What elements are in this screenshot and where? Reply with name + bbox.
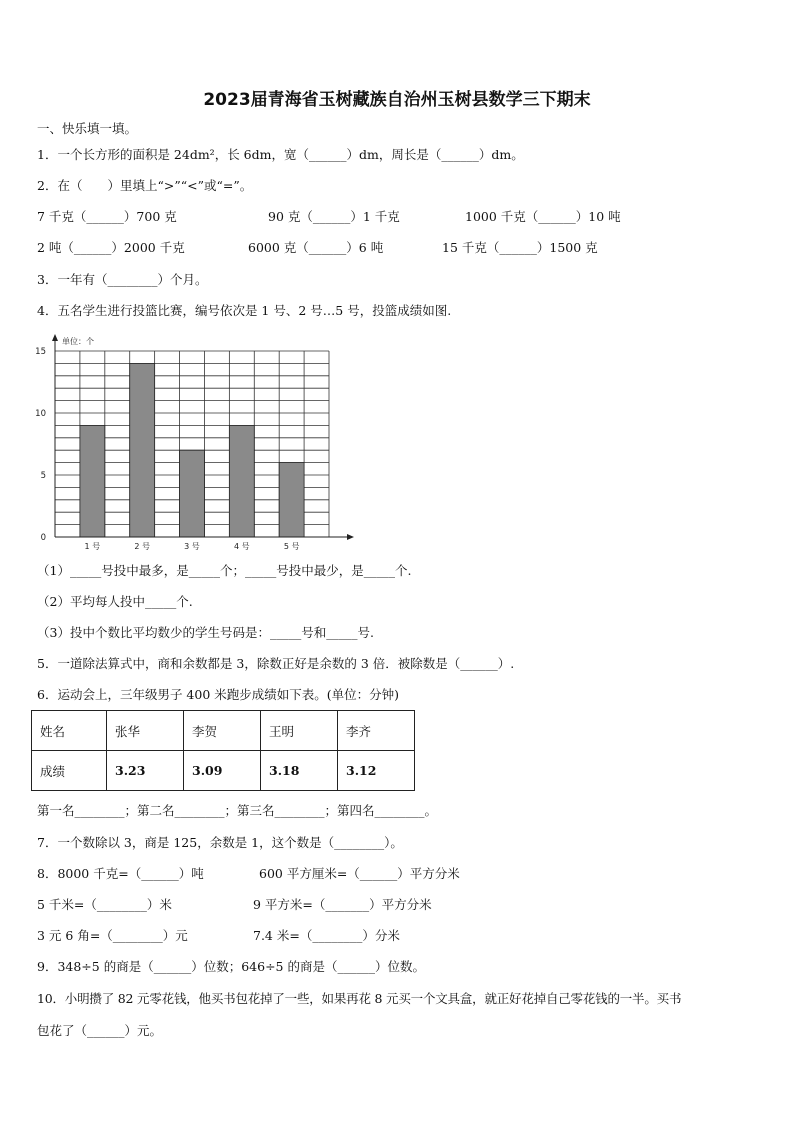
question-2-item: 15 千克（______）1500 克 [442,240,598,255]
table-cell: 张华 [107,711,184,751]
question-4-sub-3: （3）投中个数比平均数少的学生号码是：_____号和_____号. [37,625,374,640]
question-4-intro: 4．五名学生进行投篮比赛，编号依次是 1 号、2 号…5 号，投篮成绩如图. [37,303,452,318]
table-cell: 姓名 [32,711,107,751]
question-8-item: 9 平方米=（_______）平方分米 [253,897,432,912]
table-cell: 王明 [261,711,338,751]
bar [229,425,254,537]
question-8-item: 3 元 6 角=（________）元 [37,928,188,943]
bar [180,450,205,537]
bar [80,425,105,537]
table-cell: 3.23 [107,751,184,791]
page-title: 2023届青海省玉树藏族自治州玉树县数学三下期末 [203,90,591,110]
table-cell: 3.18 [261,751,338,791]
question-7: 7．一个数除以 3，商是 125，余数是 1，这个数是（________）。 [37,835,403,850]
table-cell: 3.12 [338,751,415,791]
table-cell: 李贺 [184,711,261,751]
y-tick-label: 10 [35,409,46,419]
question-5: 5．一道除法算式中，商和余数都是 3，除数正好是余数的 3 倍．被除数是（______）. [37,656,515,671]
table-cell: 3.09 [184,751,261,791]
y-tick-label: 15 [35,347,46,357]
y-tick-label: 5 [40,471,46,481]
question-8-item: 600 平方厘米=（______）平方分米 [259,866,460,881]
table-cell: 成绩 [32,751,107,791]
x-axis-arrow [347,534,354,540]
question-4-sub-1: （1）_____号投中最多，是_____个；_____号投中最少，是_____个. [37,563,412,578]
question-2-item: 6000 克（______）6 吨 [248,240,384,255]
question-10-line-2: 包花了（______）元。 [37,1023,163,1038]
score-table [31,710,415,791]
question-6-answer: 第一名________；第二名________；第三名________；第四名________。 [37,803,438,818]
question-3: 3．一年有（________）个月。 [37,272,208,287]
chart-labels [35,336,299,551]
x-tick-label: 5 号 [283,542,300,551]
question-6-intro: 6．运动会上，三年级男子 400 米跑步成绩如下表。(单位：分钟) [37,687,400,702]
x-tick-label: 1 号 [84,542,101,551]
question-2-item: 1000 千克（______）10 吨 [465,209,621,224]
question-8-item: 7.4 米=（________）分米 [253,928,400,943]
question-2-intro: 2．在（ ）里填上“>”“<”或“=”。 [37,178,253,193]
question-4-sub-2: （2）平均每人投中_____个. [37,594,193,609]
table-cell: 李齐 [338,711,415,751]
bar [279,463,304,537]
bar-chart [30,330,370,555]
question-1: 1．一个长方形的面积是 24dm²，长 6dm，宽（______）dm，周长是（______）dm。 [37,147,524,162]
x-tick-label: 2 号 [134,542,151,551]
question-2-item: 2 吨（______）2000 千克 [37,240,185,255]
y-tick-label: 0 [40,533,46,543]
section-heading: 一、快乐填一填。 [37,121,138,136]
question-10-line-1: 10．小明攒了 82 元零花钱，他买书包花掉了一些，如果再花 8 元买一个文具盒，就正好花掉自己零花钱的一半。买书 [37,991,682,1006]
question-2-item: 90 克（______）1 千克 [268,209,400,224]
x-tick-label: 3 号 [184,542,200,551]
question-8-item: 8．8000 千克=（______）吨 [37,866,204,881]
bar [130,363,155,537]
table-row [32,751,415,791]
table-header-row [32,711,415,751]
x-tick-label: 4 号 [233,542,250,551]
unit-label: 单位：个 [62,337,94,346]
question-9: 9．348÷5 的商是（______）位数；646÷5 的商是（______）位数。 [37,959,425,974]
question-2-item: 7 千克（______）700 克 [37,209,177,224]
question-8-item: 5 千米=（________）米 [37,897,172,912]
y-axis-arrow [52,334,58,341]
